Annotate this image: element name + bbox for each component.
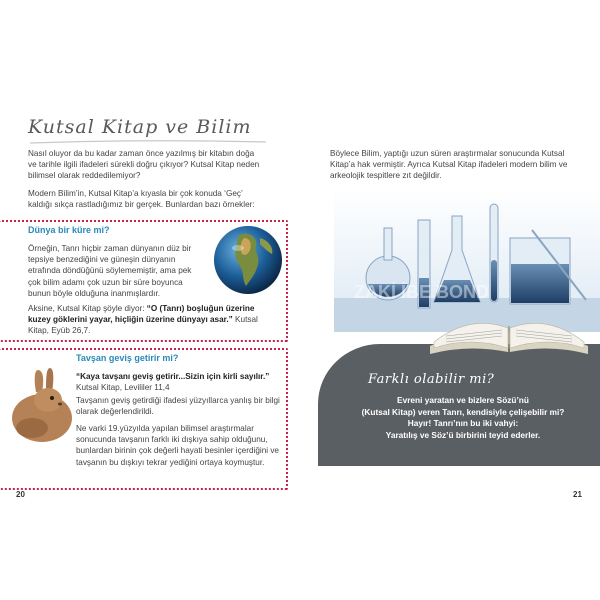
rabbit-box-text-2: Tavşanın geviş getirdiği ifadesi yüzyıllarca yanlış bir bilgi olarak değerlendirildi. bbox=[76, 396, 280, 417]
photo-watermark: ZAKİ İBE BOND bbox=[354, 282, 489, 302]
page-number-right: 21 bbox=[573, 490, 582, 499]
callout-line-1: Evreni yaratan ve bizlere Sözü’nü bbox=[397, 395, 529, 405]
earth-box-quote: “O (Tanrı) boşluğun üzerine kuzey göklerini yayar, hiçliğin üzerine dünyayı asar.” bbox=[28, 304, 255, 325]
title-underline-swoosh bbox=[28, 139, 268, 145]
callout-line-4: Yaratılış ve Söz’ü birbirini teyid ederler. bbox=[385, 429, 541, 440]
intro-paragraph-2: Modern Bilim’in, Kutsal Kitap’a kıyasla bir çok konuda ‘Geç’ kaldığı sıkça rastladığımız bir gerçek. Bunlardan bazı örnekler: bbox=[28, 189, 255, 210]
open-book-image bbox=[424, 306, 594, 356]
earth-box-title: Dünya bir küre mi? bbox=[28, 225, 110, 235]
globe-image bbox=[212, 224, 284, 296]
rabbit-image bbox=[4, 366, 74, 446]
callout-text bbox=[338, 395, 588, 441]
rabbit-box-quote: “Kaya tavşanı geviş getirir...Sizin için kirli sayılır.” bbox=[76, 372, 270, 381]
rabbit-box-text-1 bbox=[76, 371, 280, 393]
callout-line-3: Hayır! Tanrı’nın bu iki vahyi: bbox=[407, 418, 519, 428]
earth-box-text-2 bbox=[28, 303, 278, 337]
callout-heading: Farklı olabilir mi? bbox=[368, 372, 495, 387]
rabbit-box-text-3: Ne varki 19.yüzyılda yapılan bilimsel araştırmalar sonucunda tavşanın farklı iki dışkıya sahip olduğunu, bunlardan birinin çok değerli hayati besinler içerdiğini ve tavşanın bu dışkıyı tekrar yediğini ortaya koymuştur. bbox=[76, 424, 279, 467]
page-number-left: 20 bbox=[16, 490, 25, 499]
intro-paragraph-1: Nasıl oluyor da bu kadar zaman önce yazılmış bir kitabın doğa ve tarihle ilgili ifadeleri sürekli doğru çıkıyor? Kutsal Kitap neden bilimsel olarak reddedilemiyor? bbox=[28, 149, 260, 181]
right-intro-paragraph: Böylece Bilim, yaptığı uzun süren araştırmalar sonucunda Kutsal Kitap’a hak vermiştir. Ayrıca Kutsal Kitap ifadeleri modern bilim ve arkeolojik tespitlere zıt değildir. bbox=[330, 149, 568, 181]
earth-box-lead: Aksine, Kutsal Kitap şöyle diyor: bbox=[28, 304, 147, 313]
earth-box-ref: Kutsal Kitap, Eyüb 26,7. bbox=[28, 315, 258, 336]
page-title: Kutsal Kitap ve Bilim bbox=[28, 116, 252, 138]
callout-line-2: (Kutsal Kitap) veren Tanrı, kendisiyle çelişebilir mi? bbox=[361, 406, 565, 417]
earth-box-text-1: Örneğin, Tanrı hiçbir zaman dünyanın düz bir tepsiye benzediğini ve güneşin dünyanın etrafında döndüğünü söylememiştir, ama pek çok bilim adamı çok uzun bir süre boyunca bunun böyle olduğuna inanmışlardır. bbox=[28, 244, 192, 298]
rabbit-box-ref: Kutsal Kitap, Levililer 11,4 bbox=[76, 383, 170, 393]
rabbit-box-title: Tavşan geviş getirir mi? bbox=[76, 353, 179, 363]
